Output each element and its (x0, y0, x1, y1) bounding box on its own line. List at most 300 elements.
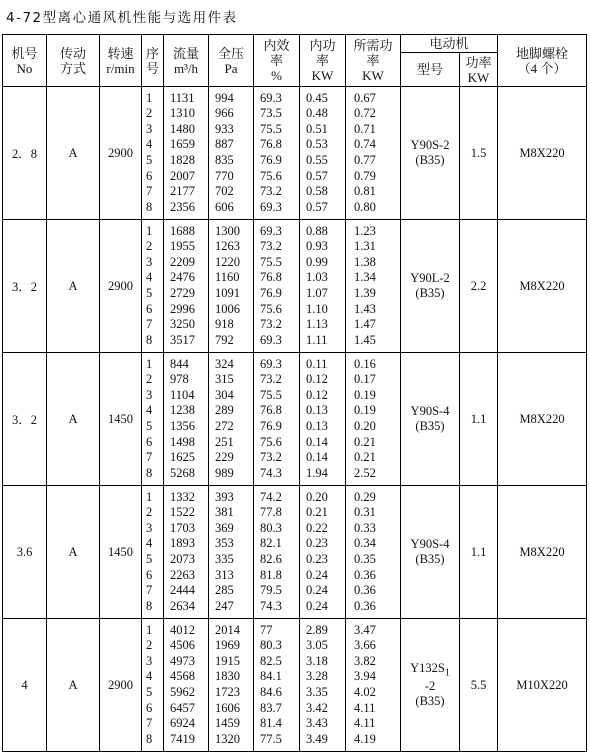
value-cell: 0.23 (306, 552, 328, 566)
value-cell: 0.79 (354, 168, 376, 183)
drive-cell: A (47, 486, 100, 619)
value-cell: 315 (215, 372, 234, 387)
value-cell: 83.7 (260, 700, 282, 715)
motor-model-text: (B35) (415, 552, 445, 566)
flow-column (164, 353, 209, 486)
sequence-column (142, 486, 164, 619)
value-cell: 1480 (170, 121, 195, 136)
value-cell: 7 (146, 716, 153, 731)
value-cell: 2007 (170, 168, 195, 183)
value-cell: 1915 (215, 653, 240, 668)
value-cell: 0.14 (306, 434, 328, 449)
value-cell: 74.2 (260, 489, 282, 504)
value-cell: 75.6 (260, 301, 282, 316)
value-cell: 2263 (170, 567, 195, 582)
table-row (3, 486, 587, 619)
value-cell: 1320 (215, 731, 240, 746)
value-cell: 285 (215, 583, 234, 598)
value-cell: 77 (260, 622, 273, 637)
value-cell: 5962 (170, 685, 195, 699)
value-cell: 0.34 (354, 536, 376, 551)
motor-model-text: Y90S-2 (410, 138, 450, 152)
motor-power-cell: 5.5 (460, 619, 498, 752)
table-row (3, 619, 587, 752)
value-cell: 3.35 (306, 685, 328, 699)
value-cell: 835 (215, 153, 234, 167)
value-cell: 1.45 (354, 332, 376, 347)
value-cell: 1828 (170, 153, 195, 167)
value-cell: 4.02 (354, 685, 376, 699)
sequence-column (142, 353, 164, 486)
anchor-bolt-cell: M10X220 (498, 619, 587, 752)
value-cell: 2 (146, 239, 153, 254)
value-cell: 7 (146, 583, 153, 598)
value-cell: 3250 (170, 317, 195, 332)
value-cell: 0.33 (354, 520, 376, 535)
sequence-column (142, 619, 164, 752)
value-cell: 1498 (170, 434, 195, 449)
value-cell: 0.36 (354, 598, 376, 613)
table-body (3, 87, 587, 752)
header-anchor-bolt: 地脚螺栓 （4 个） (498, 35, 587, 87)
value-cell: 1703 (170, 520, 195, 535)
value-cell: 1.07 (306, 286, 328, 300)
value-cell: 1.94 (306, 465, 328, 480)
motor-model-cell (401, 353, 460, 486)
value-cell: 1091 (215, 286, 240, 300)
pressure-column (209, 87, 254, 220)
flow-column (164, 87, 209, 220)
value-cell: 75.5 (260, 387, 282, 402)
value-cell: 0.29 (354, 489, 376, 504)
value-cell: 1459 (215, 716, 240, 731)
value-cell: 1723 (215, 685, 240, 699)
motor-power-cell: 1.1 (460, 353, 498, 486)
value-cell: 76.9 (260, 286, 282, 300)
value-cell: 1.03 (306, 270, 328, 285)
value-cell: 6 (146, 700, 153, 715)
table-row (3, 220, 587, 353)
value-cell: 2 (146, 505, 153, 520)
speed-cell: 1450 (100, 486, 142, 619)
value-cell: 4973 (170, 653, 195, 668)
value-cell: 75.6 (260, 168, 282, 183)
motor-power-cell: 1.5 (460, 87, 498, 220)
value-cell: 4 (146, 270, 153, 285)
table-row (3, 353, 587, 486)
value-cell: 73.2 (260, 317, 282, 332)
value-cell: 1131 (170, 90, 195, 105)
value-cell: 3 (146, 254, 153, 269)
value-cell: 77.8 (260, 505, 282, 520)
value-cell: 74.3 (260, 465, 282, 480)
value-cell: 4.19 (354, 731, 376, 746)
value-cell: 1893 (170, 536, 195, 551)
value-cell: 0.20 (306, 489, 328, 504)
value-cell: 353 (215, 536, 234, 551)
value-cell: 1006 (215, 301, 240, 316)
value-cell: 0.22 (306, 520, 328, 535)
fan-performance-table (2, 34, 587, 752)
value-cell: 5 (146, 419, 153, 433)
value-cell: 82.5 (260, 653, 282, 668)
value-cell: 1.11 (306, 332, 328, 347)
value-cell: 1310 (170, 106, 195, 121)
header-flow: 流量 m³/h (164, 35, 209, 87)
efficiency-column (254, 486, 300, 619)
motor-power-cell: 1.1 (460, 486, 498, 619)
value-cell: 0.24 (306, 583, 328, 598)
value-cell: 1160 (215, 270, 240, 285)
value-cell: 2 (146, 638, 153, 653)
value-cell: 1522 (170, 505, 195, 520)
value-cell: 76.9 (260, 153, 282, 167)
value-cell: 8 (146, 199, 153, 214)
value-cell: 76.8 (260, 270, 282, 285)
value-cell: 7 (146, 184, 153, 199)
value-cell: 5 (146, 685, 153, 699)
value-cell: 2209 (170, 254, 195, 269)
value-cell: 0.57 (306, 168, 328, 183)
value-cell: 4 (146, 403, 153, 418)
value-cell: 0.12 (306, 387, 328, 402)
value-cell: 4012 (170, 622, 195, 637)
value-cell: 2476 (170, 270, 195, 285)
value-cell: 289 (215, 403, 234, 418)
value-cell: 4.11 (354, 716, 376, 731)
value-cell: 1238 (170, 403, 195, 418)
value-cell: 75.6 (260, 434, 282, 449)
value-cell: 0.48 (306, 106, 328, 121)
value-cell: 989 (215, 465, 234, 480)
value-cell: 1 (146, 622, 153, 637)
header-drive: 传动 方式 (47, 35, 100, 87)
value-cell: 6 (146, 301, 153, 316)
internal-power-column (300, 486, 346, 619)
value-cell: 4 (146, 536, 153, 551)
value-cell: 0.53 (306, 137, 328, 152)
value-cell: 247 (215, 598, 234, 613)
value-cell: 0.12 (306, 372, 328, 387)
value-cell: 5 (146, 552, 153, 566)
value-cell: 7 (146, 317, 153, 332)
value-cell: 1 (146, 90, 153, 105)
value-cell: 3 (146, 520, 153, 535)
value-cell: 82.6 (260, 552, 282, 566)
value-cell: 2729 (170, 286, 195, 300)
machine-no-cell: 3．2 (3, 353, 47, 486)
value-cell: 81.4 (260, 716, 282, 731)
motor-model-cell (401, 220, 460, 353)
value-cell: 1 (146, 356, 153, 371)
value-cell: 393 (215, 489, 234, 504)
value-cell: 73.2 (260, 450, 282, 465)
value-cell: 3 (146, 653, 153, 668)
value-cell: 229 (215, 450, 234, 465)
value-cell: 75.5 (260, 254, 282, 269)
value-cell: 73.2 (260, 239, 282, 254)
value-cell: 0.93 (306, 239, 328, 254)
value-cell: 4506 (170, 638, 195, 653)
value-cell: 2 (146, 106, 153, 121)
value-cell: 2996 (170, 301, 195, 316)
machine-no-cell: 2．8 (3, 87, 47, 220)
machine-no-cell: 3．2 (3, 220, 47, 353)
value-cell: 1.34 (354, 270, 376, 285)
value-cell: 0.36 (354, 567, 376, 582)
header-required-power: 所需功 率 KW (346, 35, 401, 87)
motor-model-text: Y132S (410, 661, 445, 676)
motor-model-text: Y90L-2 (410, 271, 450, 285)
value-cell: 0.13 (306, 419, 328, 433)
value-cell: 0.58 (306, 184, 328, 199)
value-cell: 770 (215, 168, 234, 183)
value-cell: 0.99 (306, 254, 328, 269)
value-cell: 0.24 (306, 598, 328, 613)
value-cell: 1 (146, 489, 153, 504)
header-internal-efficiency: 内效 率 % (254, 35, 300, 87)
speed-cell: 2900 (100, 220, 142, 353)
value-cell: 84.6 (260, 685, 282, 699)
required-power-column (346, 619, 401, 752)
value-cell: 0.45 (306, 90, 328, 105)
value-cell: 1 (146, 223, 153, 238)
value-cell: 3 (146, 121, 153, 136)
value-cell: 6924 (170, 716, 195, 731)
value-cell: 6 (146, 567, 153, 582)
page-title: 4-72型离心通风机性能与选用件表 (6, 10, 238, 26)
value-cell: 1659 (170, 137, 195, 152)
efficiency-column (254, 619, 300, 752)
required-power-column (346, 486, 401, 619)
value-cell: 0.72 (354, 106, 376, 121)
value-cell: 1.47 (354, 317, 376, 332)
motor-model-cell (401, 87, 460, 220)
speed-cell: 2900 (100, 619, 142, 752)
value-cell: 2014 (215, 622, 240, 637)
value-cell: 3.05 (306, 638, 328, 653)
table-row (3, 87, 587, 220)
value-cell: 792 (215, 332, 234, 347)
value-cell: 251 (215, 434, 234, 449)
value-cell: 4568 (170, 669, 195, 684)
value-cell: 272 (215, 419, 234, 433)
motor-model-text: -2 (424, 678, 436, 693)
value-cell: 73.2 (260, 372, 282, 387)
value-cell: 2.52 (354, 465, 376, 480)
motor-model-text: (B35) (415, 419, 445, 433)
value-cell: 0.19 (354, 403, 376, 418)
value-cell: 0.67 (354, 90, 376, 105)
speed-cell: 1450 (100, 353, 142, 486)
value-cell: 0.71 (354, 121, 376, 136)
sequence-column (142, 87, 164, 220)
required-power-column (346, 87, 401, 220)
header-pressure: 全压 Pa (209, 35, 254, 87)
value-cell: 3.47 (354, 622, 376, 637)
value-cell: 8 (146, 731, 153, 746)
value-cell: 0.77 (354, 153, 376, 167)
value-cell: 1.23 (354, 223, 376, 238)
value-cell: 69.3 (260, 223, 282, 238)
value-cell: 1955 (170, 239, 195, 254)
value-cell: 4 (146, 669, 153, 684)
value-cell: 76.9 (260, 419, 282, 433)
value-cell: 0.21 (306, 505, 328, 520)
value-cell: 1.13 (306, 317, 328, 332)
sequence-column (142, 220, 164, 353)
value-cell: 3 (146, 387, 153, 402)
value-cell: 2444 (170, 583, 195, 598)
value-cell: 76.8 (260, 137, 282, 152)
value-cell: 73.2 (260, 184, 282, 199)
value-cell: 3.18 (306, 653, 328, 668)
value-cell: 933 (215, 121, 234, 136)
value-cell: 0.74 (354, 137, 376, 152)
value-cell: 381 (215, 505, 234, 520)
value-cell: 74.3 (260, 598, 282, 613)
internal-power-column (300, 87, 346, 220)
value-cell: 335 (215, 552, 234, 566)
value-cell: 69.3 (260, 332, 282, 347)
value-cell: 6457 (170, 700, 195, 715)
motor-model-cell (401, 486, 460, 619)
drive-cell: A (47, 87, 100, 220)
machine-no-cell: 4 (3, 619, 47, 752)
drive-cell: A (47, 619, 100, 752)
value-cell: 80.3 (260, 638, 282, 653)
value-cell: 994 (215, 90, 234, 105)
value-cell: 0.88 (306, 223, 328, 238)
value-cell: 2634 (170, 598, 195, 613)
value-cell: 0.13 (306, 403, 328, 418)
motor-power-cell: 2.2 (460, 220, 498, 353)
value-cell: 79.5 (260, 583, 282, 598)
value-cell: 1356 (170, 419, 195, 433)
value-cell: 0.80 (354, 199, 376, 214)
value-cell: 80.3 (260, 520, 282, 535)
value-cell: 0.21 (354, 434, 376, 449)
value-cell: 6 (146, 434, 153, 449)
value-cell: 1.38 (354, 254, 376, 269)
header-internal-power: 内功 率 KW (300, 35, 346, 87)
value-cell: 702 (215, 184, 234, 199)
motor-model-text: (B35) (415, 153, 445, 167)
value-cell: 84.1 (260, 669, 282, 684)
internal-power-column (300, 619, 346, 752)
anchor-bolt-cell: M8X220 (498, 353, 587, 486)
speed-cell: 2900 (100, 87, 142, 220)
value-cell: 8 (146, 598, 153, 613)
pressure-column (209, 619, 254, 752)
value-cell: 1.39 (354, 286, 376, 300)
value-cell: 0.17 (354, 372, 376, 387)
value-cell: 2073 (170, 552, 195, 566)
value-cell: 2356 (170, 199, 195, 214)
motor-model-text: (B35) (415, 286, 445, 300)
value-cell: 81.8 (260, 567, 282, 582)
value-cell: 0.57 (306, 199, 328, 214)
value-cell: 0.16 (354, 356, 376, 371)
value-cell: 0.36 (354, 583, 376, 598)
required-power-column (346, 353, 401, 486)
drive-cell: A (47, 353, 100, 486)
header-machine-no: 机号 No (3, 35, 47, 87)
flow-column (164, 220, 209, 353)
header-speed: 转速 r/min (100, 35, 142, 87)
value-cell: 0.51 (306, 121, 328, 136)
value-cell: 978 (170, 372, 189, 387)
value-cell: 3.94 (354, 669, 376, 684)
motor-model-text: (B35) (415, 693, 445, 708)
value-cell: 69.3 (260, 356, 282, 371)
motor-model-subscript: 1 (444, 667, 450, 679)
value-cell: 1332 (170, 489, 195, 504)
value-cell: 369 (215, 520, 234, 535)
value-cell: 606 (215, 199, 234, 214)
value-cell: 75.5 (260, 121, 282, 136)
value-cell: 1830 (215, 669, 240, 684)
value-cell: 1.43 (354, 301, 376, 316)
value-cell: 69.3 (260, 199, 282, 214)
value-cell: 0.20 (354, 419, 376, 433)
value-cell: 3.66 (354, 638, 376, 653)
value-cell: 3.43 (306, 716, 328, 731)
value-cell: 1606 (215, 700, 240, 715)
value-cell: 5 (146, 153, 153, 167)
value-cell: 1.31 (354, 239, 376, 254)
header-motor-model: 型号 (401, 53, 460, 87)
internal-power-column (300, 220, 346, 353)
value-cell: 313 (215, 567, 234, 582)
header-motor-power: 功率 KW (460, 53, 498, 87)
efficiency-column (254, 87, 300, 220)
value-cell: 5 (146, 286, 153, 300)
value-cell: 304 (215, 387, 234, 402)
value-cell: 3.82 (354, 653, 376, 668)
efficiency-column (254, 220, 300, 353)
motor-model-text: Y90S-4 (410, 404, 450, 418)
value-cell: 8 (146, 332, 153, 347)
value-cell: 82.1 (260, 536, 282, 551)
value-cell: 1300 (215, 223, 240, 238)
value-cell: 4 (146, 137, 153, 152)
anchor-bolt-cell: M8X220 (498, 87, 587, 220)
pressure-column (209, 353, 254, 486)
value-cell: 0.31 (354, 505, 376, 520)
value-cell: 7 (146, 450, 153, 465)
header-seq: 序 号 (142, 35, 164, 87)
value-cell: 1263 (215, 239, 240, 254)
value-cell: 1104 (170, 387, 195, 402)
value-cell: 324 (215, 356, 234, 371)
pressure-column (209, 220, 254, 353)
value-cell: 1.10 (306, 301, 328, 316)
value-cell: 77.5 (260, 731, 282, 746)
anchor-bolt-cell: M8X220 (498, 220, 587, 353)
machine-no-cell: 3.6 (3, 486, 47, 619)
value-cell: 7419 (170, 731, 195, 746)
efficiency-column (254, 353, 300, 486)
value-cell: 887 (215, 137, 234, 152)
value-cell: 73.5 (260, 106, 282, 121)
motor-model-text: Y90S-4 (410, 537, 450, 551)
required-power-column (346, 220, 401, 353)
value-cell: 3.49 (306, 731, 328, 746)
value-cell: 2 (146, 372, 153, 387)
value-cell: 4.11 (354, 700, 376, 715)
internal-power-column (300, 353, 346, 486)
